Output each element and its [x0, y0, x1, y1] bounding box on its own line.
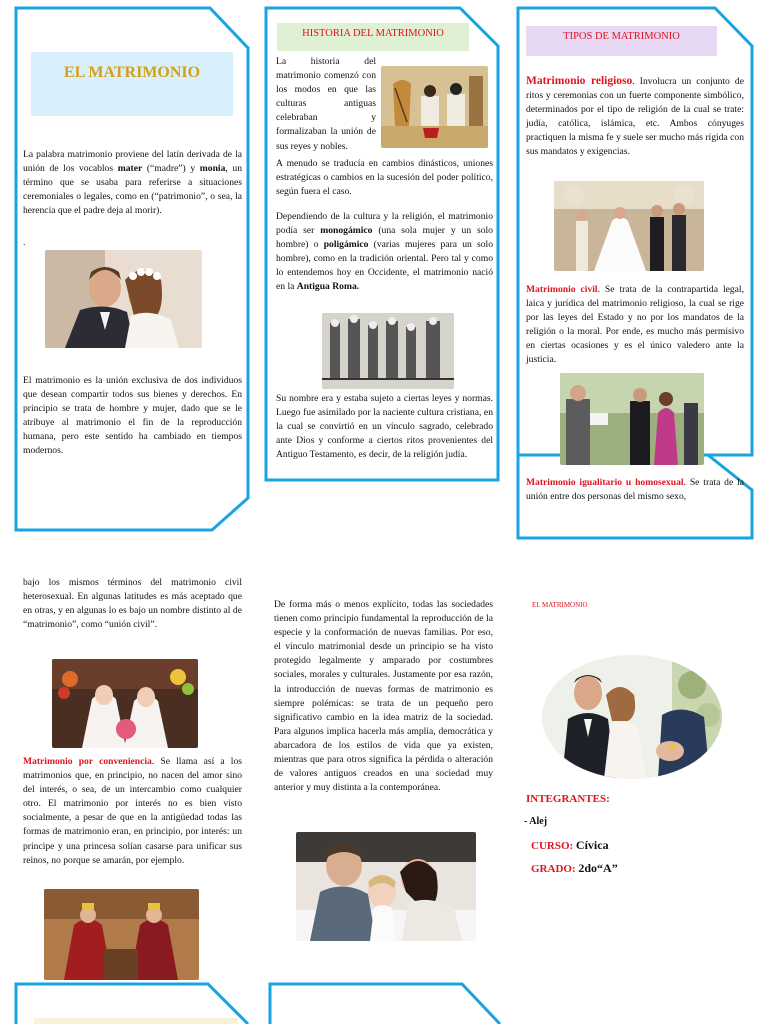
panel3-title: TIPOS DE MATRIMONIO — [563, 30, 680, 42]
two-brides-photo — [52, 659, 198, 748]
panel2-culture-paragraph: Dependiendo de la cultura y la religión, el matrimonio podía ser monogámico (una sola mujer y un solo hombre) o poligámico (varias mujeres para un solo hombre), como en la tradición oriental. Pero tal y como lo entendemos hoy en Occidente, el matrimonio nació en la Antigua Roma. — [276, 211, 493, 293]
curso-value: Cívica — [575, 838, 609, 852]
panel2-title-box — [277, 23, 469, 51]
religious-marriage-paragraph: Matrimonio religioso. Involucra un conjunto de ritos y ceremonias con un fuerte componente simbólico, determinados por el tipo de religión de la cual se trate: judía, católica, islámica, etc. Ambos cónyuges practiquen la misma fe y suele ser mucho más rígida con sus mandatos y exigencias. — [526, 75, 744, 158]
couple-kiss-photo — [45, 250, 202, 348]
panel5-society-paragraph: De forma más o menos explícito, todas las sociedades tienen como principio fundamental la reproducción de la especie y la conformación de nuevas familias. Por eso, el vínculo matrimonial desde un principio se ha visto protegido legalmente y amparado por costumbres sociales, morales y culturales. Justamente por esa razón, la introducción de nuevas formas de matrimonio es siempre polémicas: se trata de un pequeño pero significativo cambio en la idea matriz de la sociedad. Para algunos implica hacerla más amplia, democrática y abarcadora de los estilos de vida que ya existen, mientras que para otros significa la pérdida o alteración de valores antiguos creados en una sociedad muy anterior y muy distinta a la contemporánea. — [274, 599, 493, 794]
royal-couple-painting — [44, 889, 199, 980]
religious-marriage-label: Matrimonio religioso — [526, 75, 633, 87]
bottom-cutoff-strip — [34, 1018, 238, 1024]
panel3-title-box — [526, 26, 717, 56]
grado-label: GRADO: — [531, 863, 576, 875]
convenience-marriage-label: Matrimonio por conveniencia — [23, 756, 152, 767]
civil-ceremony-photo — [560, 373, 704, 465]
panel2-title: HISTORIA DEL MATRIMONIO — [302, 27, 444, 39]
civil-marriage-paragraph: Matrimonio civil. Se trata de la contrapartida legal, laica y jurídica del matrimonio religioso, la cual se rige por las leyes del Estado y no por los mandatos de la religión o la moral. Por ende, es mucho más permisivo en ciertas ocasiones y es el único valedero ante la justicia. — [526, 284, 744, 366]
cover-small-title: EL MATRIMONIO — [532, 601, 588, 609]
family-photo — [296, 832, 476, 941]
curso-line — [531, 838, 609, 853]
church-wedding-photo — [554, 181, 704, 271]
panel1-definition-paragraph: El matrimonio es la unión exclusiva de dos individuos que desean compartir todos sus bienes y derechos. En principio se trata de hombre y mujer, dado que se le atribuye al matrimonio el fin de la reproducción humana, pero este sentido ha cambiado en tiempos modernos. — [23, 375, 242, 457]
curso-label: CURSO: — [531, 840, 574, 852]
panel1-title-box — [31, 52, 233, 116]
panel2-history-head: La historia del matrimonio comenzó con los modos en que las culturas antiguas celebraban y formalizaban la unión de sus reyes y nobles. — [276, 56, 376, 152]
cover-couple-photo — [542, 655, 722, 779]
panel2-roman-paragraph: Su nombre era y estaba sujeto a ciertas leyes y normas. Luego fue asimilado por la naciente cultura cristiana, en la cual se convirtió en un vínculo sagrado, celebrado ante Dios y conforme a ciertos ritos provenientes del Antiguo Testamento, es decir, de la religión judía. — [276, 393, 493, 461]
convenience-marriage-paragraph: Matrimonio por conveniencia. Se llama así a los matrimonios que, en principio, no nacen del amor sino del interés, o sea, de un intercambio como cualquier otro. El matrimonio por interés no es bien visto socialmente, a pesar de que en la antigüedad todas las formas de matrimonio eran, en principio, por interés: un príncipe y una princesa solían casarse para unificar sus reinos, no porque se amarán, por ejemplo. — [23, 756, 242, 866]
panel1-dot: . — [23, 237, 26, 248]
integrantes-label: INTEGRANTES: — [526, 793, 610, 805]
civil-marriage-label: Matrimonio civil — [526, 284, 598, 295]
equal-marriage-paragraph: Matrimonio igualitario u homosexual. Se trata de la unión entre dos personas del mismo sexo, — [526, 477, 745, 503]
panel2-history-tail: A menudo se traducía en cambios dinásticos, uniones estratégicas o cambios en la sucesión del poder político, según fuera el caso. — [276, 158, 493, 198]
equal-marriage-label: Matrimonio igualitario u homosexual — [526, 477, 684, 488]
member-name: - Alej — [524, 816, 548, 827]
panel4-continuation-paragraph: bajo los mismos términos del matrimonio civil heterosexual. En algunas latitudes es más aceptado que en otras, y en algunas lo es bajo un nombre distinto al de “matrimonio”, como “unión civil”. — [23, 577, 242, 631]
panel1-title: EL MATRIMONIO — [63, 64, 201, 81]
grado-line — [531, 861, 618, 876]
grado-value: 2do“A” — [578, 861, 618, 875]
historical-wedding-engraving — [322, 313, 454, 389]
egyptian-papyrus-image — [381, 66, 488, 148]
panel1-intro-paragraph: La palabra matrimonio proviene del latín derivada de la unión de los vocablos mater (“madre”) y monia, un término que se usaba para referirse a situaciones ceremoniales o legales, como en (“patrimonio”, o sea, la herencia que el padre deja al morir). — [23, 149, 242, 217]
